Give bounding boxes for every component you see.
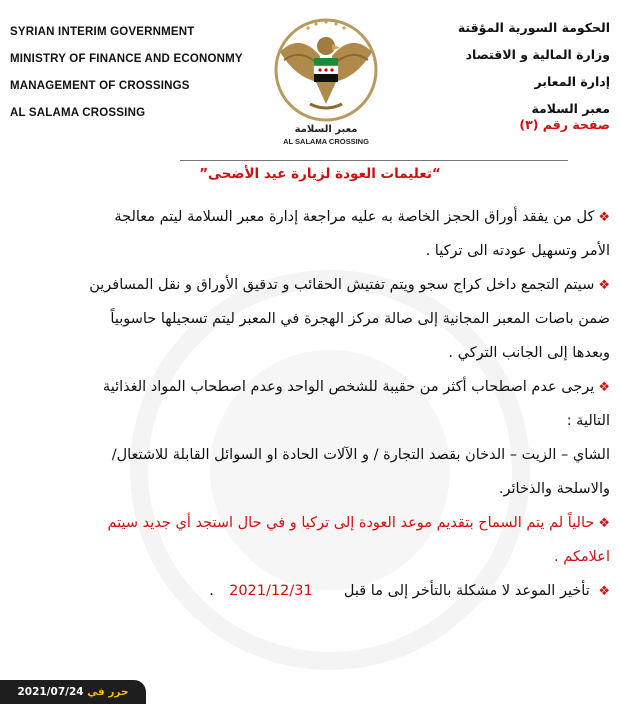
list-item	[6, 404, 610, 438]
list-item	[6, 336, 610, 370]
list-item	[6, 472, 610, 506]
list-item-text: التالية :	[566, 413, 610, 429]
header-ar-line: إدارة المعابر	[534, 74, 610, 89]
bullet-icon: ❖	[598, 278, 610, 293]
list-item-text: وبعدها إلى الجانب التركي .	[448, 345, 610, 361]
logo-caption-arabic: معبر السلامة	[294, 124, 358, 135]
date-tag-date: 2021/07/24	[17, 686, 84, 698]
header-ar-line: الحكومة السورية المؤقتة	[457, 20, 610, 35]
list-item	[6, 200, 610, 234]
bullet-icon: ❖	[598, 380, 610, 395]
bullet-icon: ❖	[598, 210, 610, 225]
deadline-date: 2021/12/31	[229, 583, 313, 599]
page-number: صفحة رقم (٣)	[519, 117, 610, 132]
list-item-text: الأمر وتسهيل عودته الى تركيا .	[425, 243, 610, 259]
list-item-text: سيتم التجمع داخل كراج سجو ويتم تفتيش الحقائب و تدقيق الأوراق و نقل المسافرين	[89, 277, 595, 293]
list-item-text: كل من يفقد أوراق الحجز الخاصة به عليه مراجعة إدارة معبر السلامة ليتم معالجة	[114, 209, 595, 225]
header-en-line: MANAGEMENT OF CROSSINGS	[10, 80, 190, 92]
list-item	[6, 506, 610, 540]
list-item	[6, 370, 610, 404]
eagle-emblem-icon	[270, 12, 382, 124]
header-en-line: SYRIAN INTERIM GOVERNMENT	[10, 26, 195, 38]
list-item-text: ضمن باصات المعبر المجانية إلى صالة مركز الهجرة في المعبر ليتم تسجيلها حاسوبياً	[110, 311, 610, 327]
date-tag	[0, 680, 146, 704]
logo-caption-english: AL SALAMA CROSSING	[283, 137, 369, 146]
list-item-text: يرجى عدم اصطحاب أكثر من حقيبة للشخص الواحد وعدم اصطحاب المواد الغذائية	[102, 379, 595, 395]
document-title: “تعليمات العودة لزيارة عيد الأضحى”	[199, 166, 441, 182]
list-item	[6, 268, 610, 302]
last-line-end: .	[209, 583, 214, 599]
list-item-text: اعلامكم .	[554, 549, 610, 565]
bullet-icon: ❖	[598, 584, 610, 599]
date-tag-label: حرر في	[87, 686, 129, 698]
instructions-body	[6, 200, 610, 608]
list-item	[6, 302, 610, 336]
header-divider	[180, 160, 568, 161]
list-item	[6, 574, 610, 608]
list-item	[6, 438, 610, 472]
header-ar-line: وزارة المالية و الاقتصاد	[465, 47, 610, 62]
list-item-text: والاسلحة والذخائر.	[498, 481, 610, 497]
list-item-text: حالياً لم يتم السماح بتقديم موعد العودة إلى تركيا و في حال استجد أي جديد سيتم	[107, 515, 595, 531]
english-header	[10, 24, 270, 132]
bullet-icon: ❖	[598, 516, 610, 531]
header-en-line: AL SALAMA CROSSING	[10, 107, 146, 119]
last-line-text: تأخير الموعد لا مشكلة بالتأخر إلى ما قبل	[343, 583, 590, 599]
list-item	[6, 540, 610, 574]
arabic-header	[410, 18, 610, 132]
list-item-text: الشاي – الزيت – الدخان بقصد التجارة / و الآلات الحادة او السوائل القابلة للاشتعال/	[111, 447, 610, 463]
list-item	[6, 234, 610, 268]
header-en-line: MINISTRY OF FINANCE AND ECONONMY	[10, 53, 243, 65]
header-ar-line: معبر السلامة	[531, 101, 610, 116]
crossing-logo	[270, 12, 382, 152]
